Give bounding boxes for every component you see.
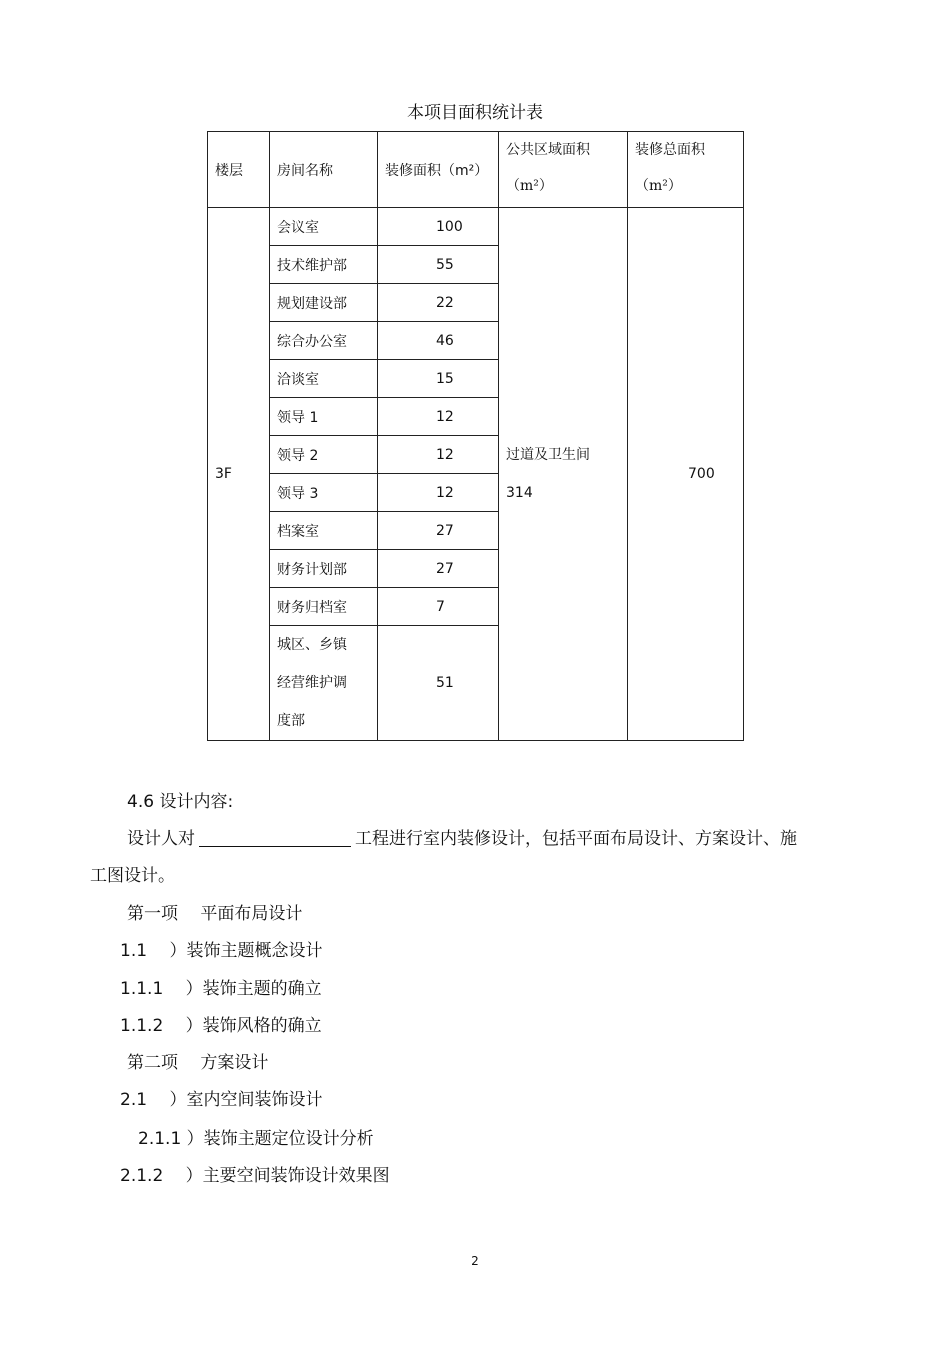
section-heading: 4.6 设计内容: bbox=[127, 792, 234, 812]
paragraph-part1: 设计人对 bbox=[127, 829, 195, 849]
room-name: 综合办公室 bbox=[270, 322, 378, 360]
outline-item: 第二项 方案设计 bbox=[127, 1053, 269, 1073]
outline-item: 1.1 ）装饰主题概念设计 bbox=[120, 941, 323, 961]
room-area: 22 bbox=[378, 284, 499, 322]
room-area: 27 bbox=[378, 512, 499, 550]
room-area: 7 bbox=[378, 588, 499, 626]
room-area: 100 bbox=[378, 208, 499, 246]
room-area: 51 bbox=[378, 626, 499, 741]
header-total-line1: 装修总面积 bbox=[635, 142, 705, 158]
room-area: 12 bbox=[378, 398, 499, 436]
room-area: 15 bbox=[378, 360, 499, 398]
public-area-value: 314 bbox=[506, 485, 533, 501]
paragraph-part2: 工程进行室内装修设计，包括平面布局设计、方案设计、施 bbox=[355, 829, 797, 849]
table-title: 本项目面积统计表 bbox=[407, 103, 543, 123]
header-total-area bbox=[628, 132, 744, 208]
room-name: 洽谈室 bbox=[270, 360, 378, 398]
table-header-row bbox=[208, 132, 744, 208]
outline-item: 2.1 ）室内空间装饰设计 bbox=[120, 1090, 323, 1110]
room-name-line1: 城区、乡镇 bbox=[277, 637, 347, 653]
outline-item: 2.1.2 ）主要空间装饰设计效果图 bbox=[120, 1166, 390, 1186]
header-area: 装修面积（m²） bbox=[378, 132, 499, 208]
paragraph-line2: 工图设计。 bbox=[90, 866, 175, 886]
room-name: 领导 1 bbox=[270, 398, 378, 436]
room-name: 规划建设部 bbox=[270, 284, 378, 322]
room-area: 27 bbox=[378, 550, 499, 588]
room-name: 档案室 bbox=[270, 512, 378, 550]
fill-in-blank bbox=[199, 828, 351, 847]
floor-cell: 3F bbox=[208, 208, 270, 741]
page-number: 2 bbox=[471, 1254, 479, 1268]
room-area: 12 bbox=[378, 436, 499, 474]
room-name: 技术维护部 bbox=[270, 246, 378, 284]
header-public-line2: （m²） bbox=[506, 178, 553, 194]
area-statistics-table bbox=[207, 131, 744, 741]
room-area: 12 bbox=[378, 474, 499, 512]
outline-item: 2.1.1 ）装饰主题定位设计分析 bbox=[138, 1129, 374, 1149]
outline-item: 第一项 平面布局设计 bbox=[127, 904, 303, 924]
room-name: 会议室 bbox=[270, 208, 378, 246]
room-name-line3: 度部 bbox=[277, 713, 305, 729]
outline-item: 1.1.2 ）装饰风格的确立 bbox=[120, 1016, 322, 1036]
header-total-line2: （m²） bbox=[635, 178, 682, 194]
room-area: 46 bbox=[378, 322, 499, 360]
room-name: 财务计划部 bbox=[270, 550, 378, 588]
table-row bbox=[208, 208, 744, 246]
room-name: 领导 3 bbox=[270, 474, 378, 512]
header-public-area bbox=[499, 132, 628, 208]
room-name-multiline bbox=[270, 626, 378, 741]
room-name-line2: 经营维护调 bbox=[277, 675, 347, 691]
room-area: 55 bbox=[378, 246, 499, 284]
paragraph-line1 bbox=[127, 824, 797, 849]
room-name: 财务归档室 bbox=[270, 588, 378, 626]
header-room: 房间名称 bbox=[270, 132, 378, 208]
outline-item: 1.1.1 ）装饰主题的确立 bbox=[120, 979, 322, 999]
header-public-line1: 公共区域面积 bbox=[506, 142, 590, 158]
header-floor: 楼层 bbox=[208, 132, 270, 208]
total-area-cell: 700 bbox=[628, 208, 744, 741]
public-area-cell bbox=[499, 208, 628, 741]
public-area-label: 过道及卫生间 bbox=[506, 447, 590, 463]
room-name: 领导 2 bbox=[270, 436, 378, 474]
